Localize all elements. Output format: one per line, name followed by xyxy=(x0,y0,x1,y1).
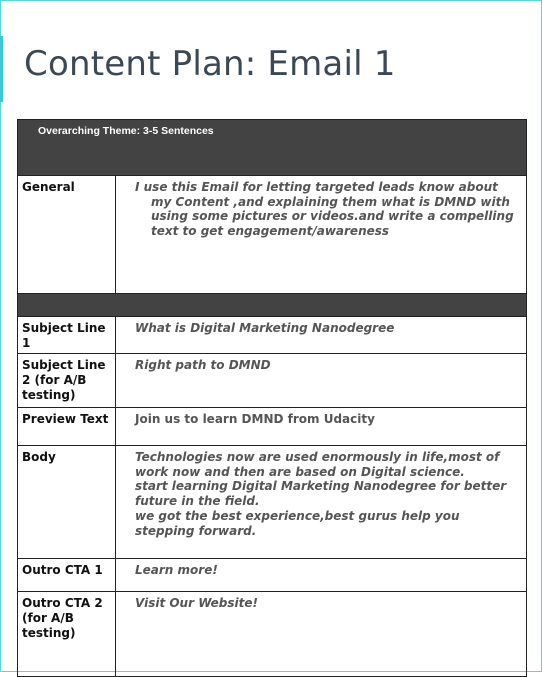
general-text: I use this Email for letting targeted leads know about my Content ,and explaining them what is DMND with using some pictures or videos.and write a compelling text to get engagement/awareness xyxy=(135,180,514,239)
table-row xyxy=(18,559,527,592)
preview-text-label: Preview Text xyxy=(18,408,116,446)
outro-cta-2-label: Outro CTA 2 (for A/B testing) xyxy=(18,592,116,677)
general-value xyxy=(116,176,527,294)
subject-line-2-label: Subject Line 2 (for A/B testing) xyxy=(18,354,116,408)
preview-text-value: Join us to learn DMND from Udacity xyxy=(116,408,527,446)
body-value xyxy=(116,446,527,559)
theme-header-row xyxy=(18,120,527,176)
body-line: we got the best experience,best gurus help you stepping forward. xyxy=(135,508,460,538)
general-label: General xyxy=(18,176,116,294)
table-row xyxy=(18,592,527,677)
subject-line-2-value: Right path to DMND xyxy=(116,354,527,408)
subject-line-1-label: Subject Line 1 xyxy=(18,317,116,354)
outro-cta-1-value: Learn more! xyxy=(116,559,527,592)
table-row xyxy=(18,446,527,559)
body-line: Technologies now are used enormously in life,most of work now and then are based on Digital science. xyxy=(135,450,500,479)
table-row xyxy=(18,317,527,354)
theme-header: Overarching Theme: 3-5 Sentences xyxy=(18,120,527,176)
body-line: start learning Digital Marketing Nanodegree for better future in the field. xyxy=(135,479,507,509)
subject-line-1-value: What is Digital Marketing Nanodegree xyxy=(116,317,527,354)
outro-cta-1-label: Outro CTA 1 xyxy=(18,559,116,592)
section-divider xyxy=(18,294,527,317)
section-divider-row xyxy=(18,294,527,317)
outro-cta-2-value: Visit Our Website! xyxy=(116,592,527,677)
title-accent-bar xyxy=(0,36,3,102)
table-row xyxy=(18,408,527,446)
content-plan-table xyxy=(17,119,527,677)
table-row xyxy=(18,176,527,294)
body-label: Body xyxy=(18,446,116,559)
table-row xyxy=(18,354,527,408)
page-title: Content Plan: Email 1 xyxy=(24,44,396,84)
